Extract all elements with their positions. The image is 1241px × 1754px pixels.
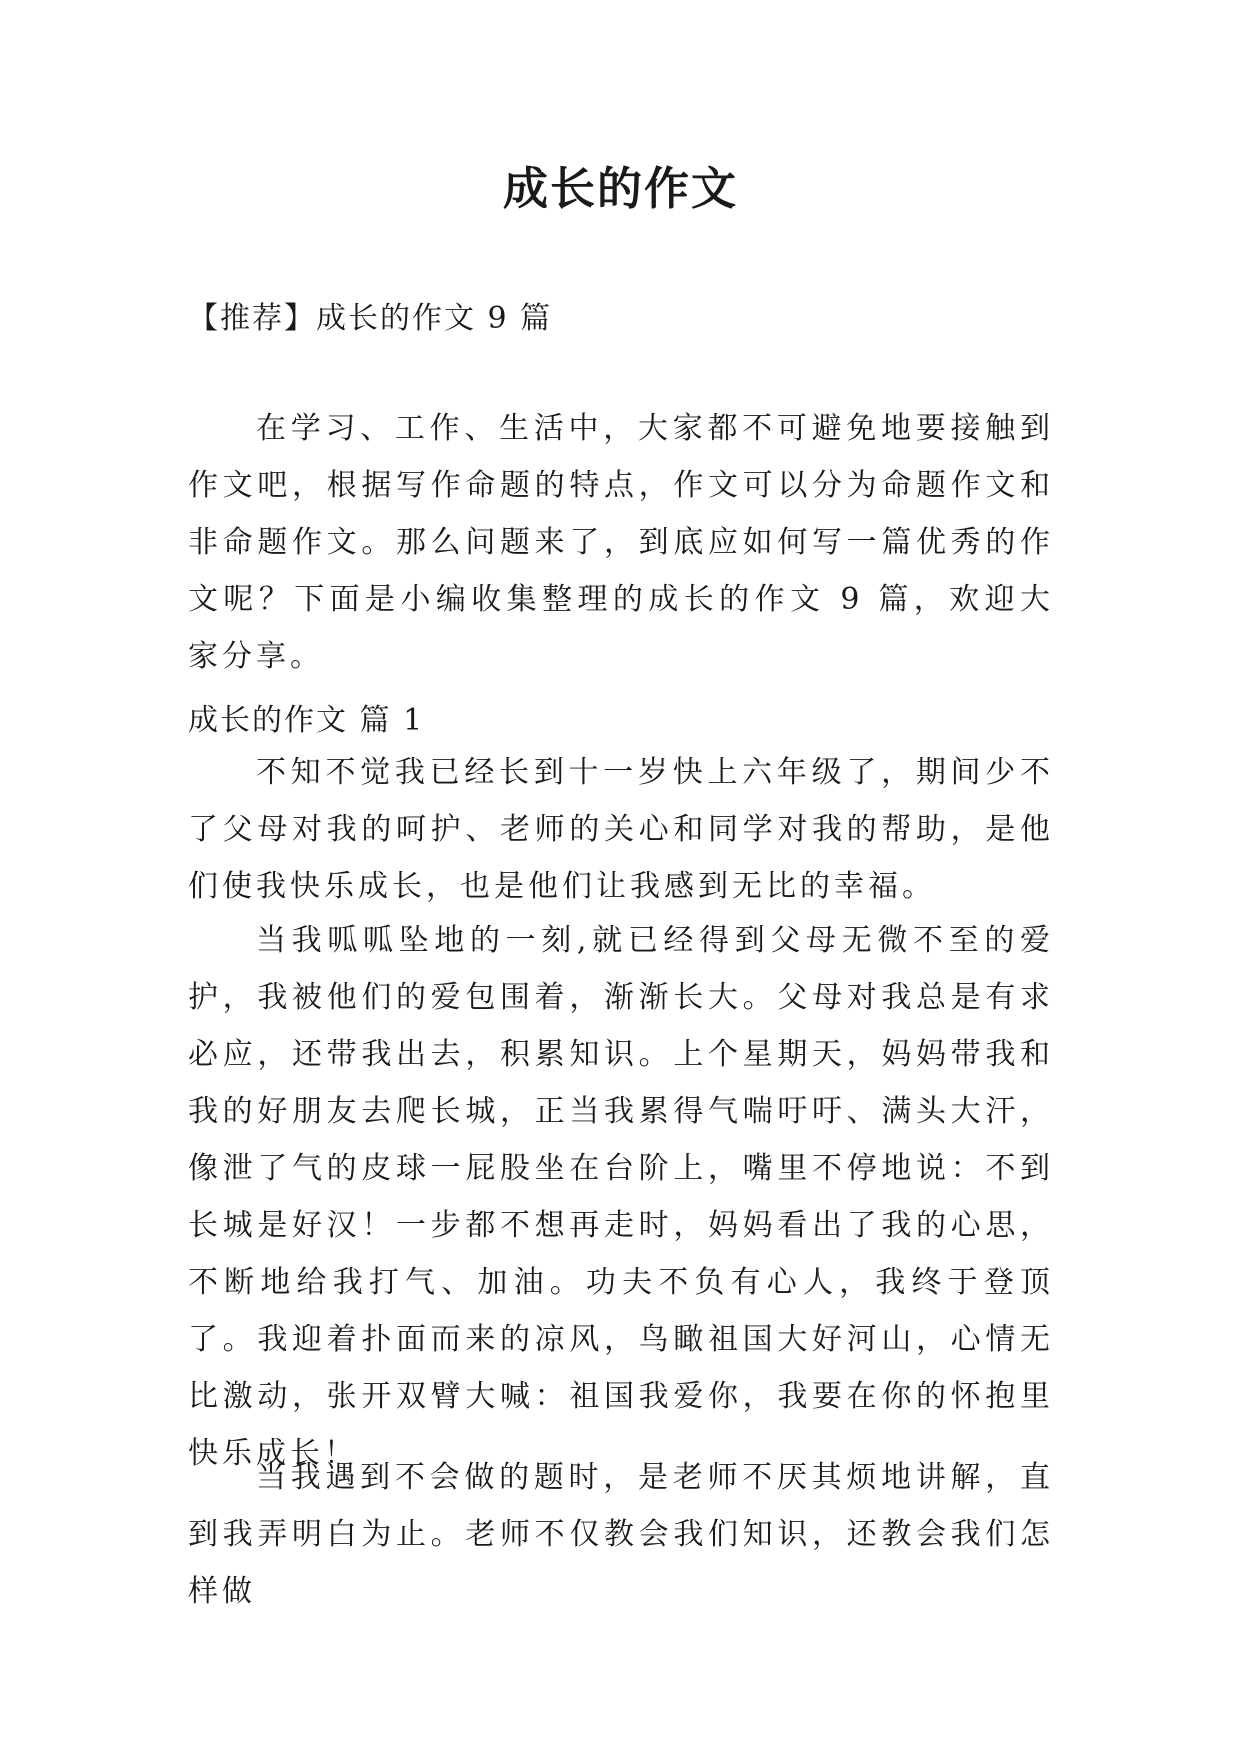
section-heading: 成长的作文 篇 1 bbox=[188, 703, 425, 738]
body-paragraph: 当我呱呱坠地的一刻,就已经得到父母无微不至的爱护，我被他们的爱包围着，渐渐长大。父母对我总是有求必应，还带我出去，积累知识。上个星期天，妈妈带我和我的好朋友去爬长城，正当我累得气喘吁吁、满头大汗，像泄了气的皮球一屁股坐在台阶上，嘴里不停地说：不到长城是好汉！一步都不想再走时，妈妈看出了我的心思，不断地给我打气、加油。功夫不负有心人，我终于登顶了。我迎着扑面而来的凉风，鸟瞰祖国大好河山，心情无比激动，张开双臂大喊：祖国我爱你，我要在你的怀抱里快乐成长！ bbox=[188, 923, 1054, 1471]
intro-paragraph: 在学习、工作、生活中，大家都不可避免地要接触到作文吧，根据写作命题的特点，作文可以分为命题作文和非命题作文。那么问题来了，到底应如何写一篇优秀的作文呢？下面是小编收集整理的成长的作文 9 篇，欢迎大家分享。 bbox=[188, 411, 1054, 674]
document-subtitle: 【推荐】成长的作文 9 篇 bbox=[188, 301, 553, 336]
body-paragraph: 当我遇到不会做的题时，是老师不厌其烦地讲解，直到我弄明白为止。老师不仅教会我们知识，还教会我们怎样做 bbox=[188, 1460, 1054, 1609]
body-paragraph: 不知不觉我已经长到十一岁快上六年级了，期间少不了父母对我的呵护、老师的关心和同学对我的帮助，是他们使我快乐成长，也是他们让我感到无比的幸福。 bbox=[188, 755, 1054, 904]
document-title: 成长的作文 bbox=[502, 162, 738, 215]
